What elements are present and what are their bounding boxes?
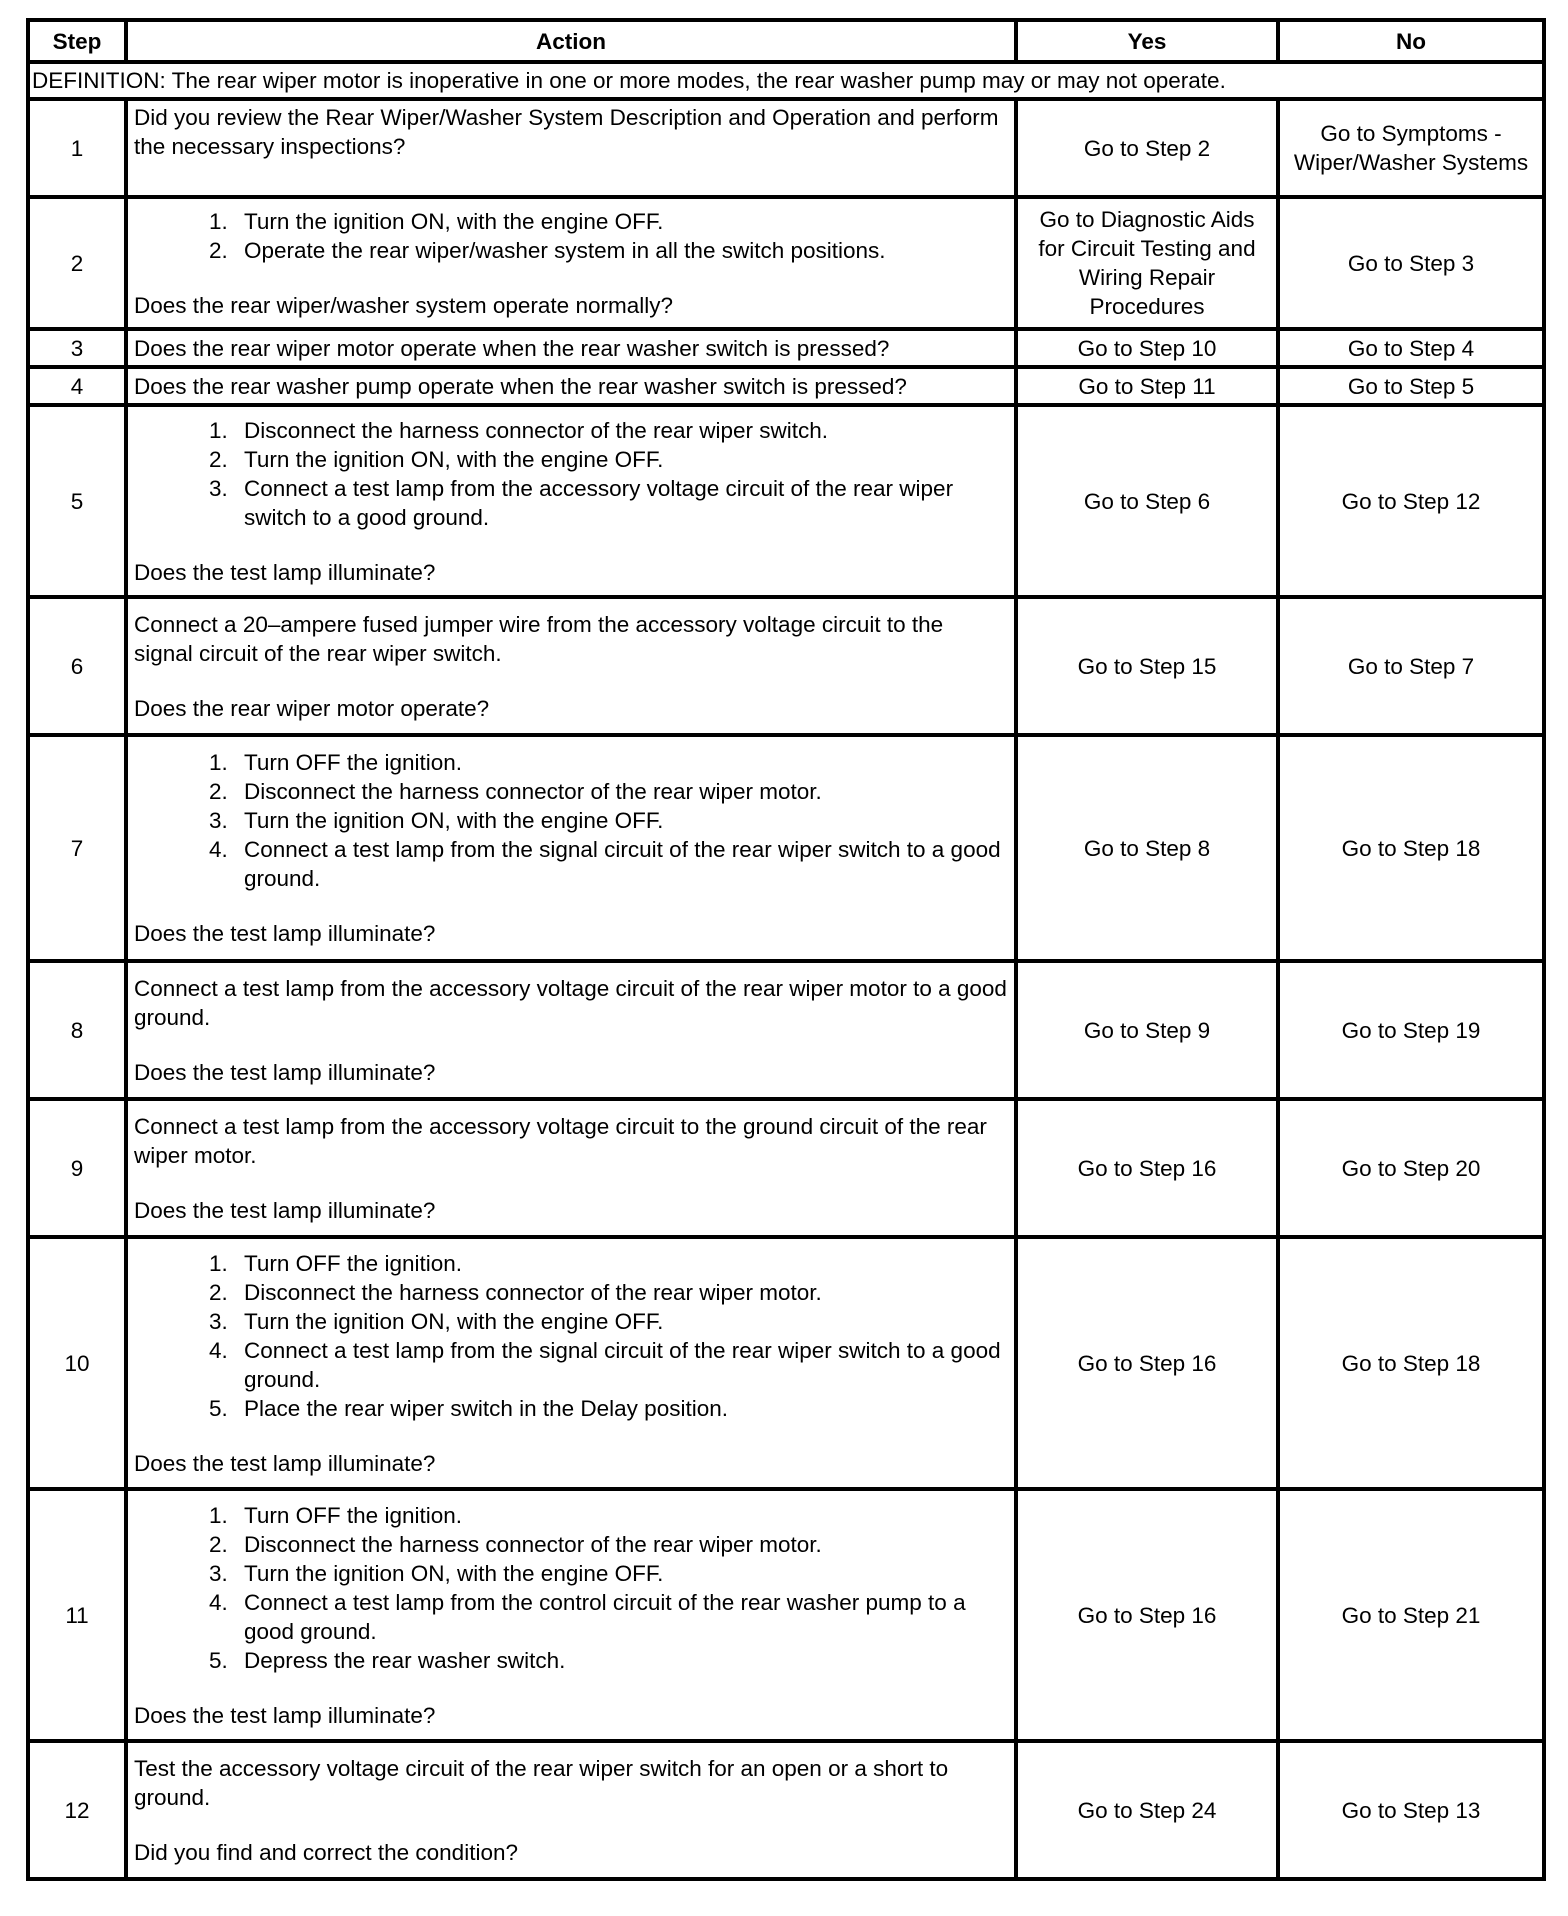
no-result: Go to Step 13 <box>1278 1741 1544 1879</box>
step-number: 4 <box>28 367 126 405</box>
procedure-step: 4. Connect a test lamp from the signal circuit of the rear wiper switch to a good ground. <box>234 1336 1008 1394</box>
action-instruction: Connect a test lamp from the accessory voltage circuit to the ground circuit of the rear wiper motor. <box>134 1113 987 1168</box>
no-result: Go to Step 4 <box>1278 329 1544 367</box>
action-question: Does the test lamp illuminate? <box>134 1702 436 1728</box>
procedure-step: 4. Connect a test lamp from the control circuit of the rear washer pump to a good ground. <box>234 1588 1008 1646</box>
table-row <box>28 597 1544 735</box>
table-row <box>28 1237 1544 1489</box>
step-number: 5 <box>28 405 126 597</box>
table-row <box>28 197 1544 329</box>
no-result: Go to Step 19 <box>1278 961 1544 1099</box>
action-question: Does the test lamp illuminate? <box>134 559 436 585</box>
action-question: Does the rear wiper motor operate? <box>134 695 490 721</box>
action-instruction: Test the accessory voltage circuit of the rear wiper switch for an open or a short to ground. <box>134 1755 949 1810</box>
no-result: Go to Step 18 <box>1278 735 1544 961</box>
yes-result: Go to Step 24 <box>1016 1741 1278 1879</box>
table-body <box>28 62 1544 1879</box>
yes-result: Go to Step 6 <box>1016 405 1278 597</box>
no-result: Go to Step 18 <box>1278 1237 1544 1489</box>
action-instruction: Does the rear wiper motor operate when the rear washer switch is pressed? <box>134 335 890 361</box>
yes-result: Go to Step 16 <box>1016 1489 1278 1741</box>
action-question: Does the test lamp illuminate? <box>134 1197 436 1223</box>
procedure-step: 1. Turn the ignition ON, with the engine OFF. <box>234 207 1008 236</box>
procedure-step: 1. Turn OFF the ignition. <box>234 748 1008 777</box>
action-cell <box>126 1237 1016 1489</box>
action-cell <box>126 1489 1016 1741</box>
action-cell <box>126 735 1016 961</box>
step-number: 12 <box>28 1741 126 1879</box>
definition-row <box>28 62 1544 99</box>
procedure-step: 5. Place the rear wiper switch in the Delay position. <box>234 1394 1008 1423</box>
procedure-step: 1. Disconnect the harness connector of the rear wiper switch. <box>234 416 1008 445</box>
action-question: Does the rear wiper/washer system operate normally? <box>134 292 673 318</box>
yes-result: Go to Step 11 <box>1016 367 1278 405</box>
yes-result: Go to Step 15 <box>1016 597 1278 735</box>
procedure-step: 2. Turn the ignition ON, with the engine OFF. <box>234 445 1008 474</box>
table-row <box>28 1489 1544 1741</box>
table-row <box>28 99 1544 197</box>
procedure-list <box>134 748 1008 893</box>
action-cell <box>126 367 1016 405</box>
procedure-step: 2. Disconnect the harness connector of the rear wiper motor. <box>234 777 1008 806</box>
yes-result: Go to Step 16 <box>1016 1237 1278 1489</box>
procedure-list <box>134 416 1008 532</box>
no-result: Go to Step 7 <box>1278 597 1544 735</box>
action-cell <box>126 99 1016 197</box>
no-result: Go to Symptoms - Wiper/Washer Systems <box>1278 99 1544 197</box>
procedure-step: 5. Depress the rear washer switch. <box>234 1646 1008 1675</box>
procedure-step: 3. Turn the ignition ON, with the engine OFF. <box>234 1307 1008 1336</box>
diagnostic-table <box>26 18 1546 1881</box>
header-step: Step <box>28 20 126 62</box>
no-result: Go to Step 20 <box>1278 1099 1544 1237</box>
procedure-step: 2. Disconnect the harness connector of the rear wiper motor. <box>234 1278 1008 1307</box>
yes-result: Go to Step 8 <box>1016 735 1278 961</box>
procedure-step: 1. Turn OFF the ignition. <box>234 1249 1008 1278</box>
action-instruction: Does the rear washer pump operate when the rear washer switch is pressed? <box>134 373 907 399</box>
procedure-list <box>134 1249 1008 1423</box>
step-number: 6 <box>28 597 126 735</box>
action-instruction: Connect a 20–ampere fused jumper wire from the accessory voltage circuit to the signal circuit of the rear wiper switch. <box>134 611 944 666</box>
procedure-step: 1. Turn OFF the ignition. <box>234 1501 1008 1530</box>
step-number: 2 <box>28 197 126 329</box>
action-instruction: Connect a test lamp from the accessory voltage circuit of the rear wiper motor to a good ground. <box>134 975 1007 1030</box>
table-row <box>28 961 1544 1099</box>
no-result: Go to Step 3 <box>1278 197 1544 329</box>
procedure-step: 2. Disconnect the harness connector of the rear wiper motor. <box>234 1530 1008 1559</box>
header-yes: Yes <box>1016 20 1278 62</box>
procedure-list <box>134 207 1008 265</box>
yes-result: Go to Step 2 <box>1016 99 1278 197</box>
action-question: Does the test lamp illuminate? <box>134 1450 436 1476</box>
action-cell <box>126 1741 1016 1879</box>
table-row <box>28 1099 1544 1237</box>
no-result: Go to Step 21 <box>1278 1489 1544 1741</box>
header-action: Action <box>126 20 1016 62</box>
no-result: Go to Step 12 <box>1278 405 1544 597</box>
procedure-step: 3. Connect a test lamp from the accessory voltage circuit of the rear wiper switch to a good ground. <box>234 474 1008 532</box>
step-number: 8 <box>28 961 126 1099</box>
step-number: 11 <box>28 1489 126 1741</box>
action-cell <box>126 597 1016 735</box>
table-row <box>28 1741 1544 1879</box>
yes-result: Go to Step 16 <box>1016 1099 1278 1237</box>
yes-result: Go to Diagnostic Aids for Circuit Testing and Wiring Repair Procedures <box>1016 197 1278 329</box>
step-number: 7 <box>28 735 126 961</box>
yes-result: Go to Step 10 <box>1016 329 1278 367</box>
action-question: Does the test lamp illuminate? <box>134 1059 436 1085</box>
definition-text: DEFINITION: The rear wiper motor is inoperative in one or more modes, the rear washer pump may or may not operate. <box>28 62 1544 99</box>
table-row <box>28 329 1544 367</box>
step-number: 10 <box>28 1237 126 1489</box>
step-number: 9 <box>28 1099 126 1237</box>
no-result: Go to Step 5 <box>1278 367 1544 405</box>
action-cell <box>126 405 1016 597</box>
yes-result: Go to Step 9 <box>1016 961 1278 1099</box>
action-instruction: Did you review the Rear Wiper/Washer System Description and Operation and perform the necessary inspections? <box>134 105 999 159</box>
procedure-step: 2. Operate the rear wiper/washer system in all the switch positions. <box>234 236 1008 265</box>
action-cell <box>126 197 1016 329</box>
action-cell <box>126 961 1016 1099</box>
procedure-step: 4. Connect a test lamp from the signal circuit of the rear wiper switch to a good ground. <box>234 835 1008 893</box>
action-question: Does the test lamp illuminate? <box>134 921 436 946</box>
action-cell <box>126 329 1016 367</box>
step-number: 1 <box>28 99 126 197</box>
table-row <box>28 735 1544 961</box>
procedure-list <box>134 1501 1008 1675</box>
procedure-step: 3. Turn the ignition ON, with the engine OFF. <box>234 806 1008 835</box>
procedure-step: 3. Turn the ignition ON, with the engine OFF. <box>234 1559 1008 1588</box>
header-no: No <box>1278 20 1544 62</box>
action-cell <box>126 1099 1016 1237</box>
header-row <box>28 20 1544 62</box>
table-row <box>28 367 1544 405</box>
action-question: Did you find and correct the condition? <box>134 1839 518 1865</box>
step-number: 3 <box>28 329 126 367</box>
table-row <box>28 405 1544 597</box>
